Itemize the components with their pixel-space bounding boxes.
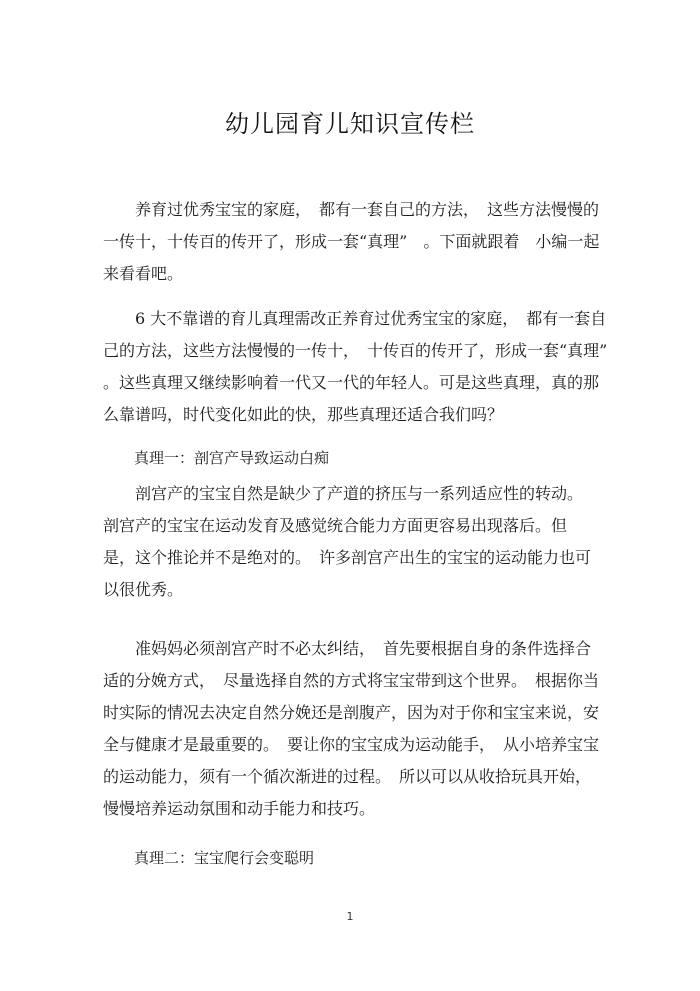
page-title: 幼儿园育儿知识宣传栏 bbox=[225, 110, 475, 138]
text-line: 以很优秀。 bbox=[103, 580, 184, 599]
text-line: 么靠谱吗，时代变化如此的快，那些真理还适合我们吗？ bbox=[103, 405, 504, 424]
text-line: 剖宫产的宝宝自然是缺少了产道的挤压与一系列适应性的转动。 bbox=[135, 484, 584, 503]
text-line: 。这些真理又继续影响着一代又一代的年轻人。可是这些真理，真的那 bbox=[103, 373, 600, 392]
intro-paragraph bbox=[103, 194, 603, 290]
text-line: 养育过优秀宝宝的家庭， 都有一套自己的方法， 这些方法慢慢的 bbox=[135, 200, 600, 219]
paragraph-4 bbox=[103, 633, 603, 825]
text-line: 准妈妈必须剖宫产时不必太纠结， 首先要根据自身的条件选择合 bbox=[135, 639, 592, 658]
text-line: 的运动能力，须有一个循次渐进的过程。 所以可以从收拾玩具开始， bbox=[103, 767, 592, 786]
text-line: 时实际的情况去决定自然分娩还是剖腹产，因为对于你和宝宝来说，安 bbox=[103, 703, 600, 722]
text-line: 一传十，十传百的传开了，形成一套“真理” 。下面就跟着 小编一起 bbox=[103, 232, 600, 251]
text-line: 慢慢培养运动氛围和动手能力和技巧。 bbox=[103, 799, 376, 818]
text-line: 适的分娩方式， 尽量选择自然的方式将宝宝带到这个世界。 根据你当 bbox=[103, 671, 600, 690]
text-line: 来看看吧。 bbox=[103, 264, 184, 283]
text-line: 是，这个推论并不是绝对的。 许多剖宫产出生的宝宝的运动能力也可 bbox=[103, 548, 592, 567]
section-heading-1: 真理一：剖宫产导致运动白痴 bbox=[134, 449, 330, 467]
page-number: 1 bbox=[346, 910, 354, 923]
paragraph-2 bbox=[103, 303, 608, 431]
section-heading-2: 真理二：宝宝爬行会变聪明 bbox=[134, 849, 315, 867]
text-line: 全与健康才是最重要的。 要让你的宝宝成为运动能手， 从小培养宝宝 bbox=[103, 735, 600, 754]
paragraph-3 bbox=[103, 478, 603, 606]
text-line: 己的方法，这些方法慢慢的一传十， 十传百的传开了，形成一套“真理” bbox=[103, 341, 608, 360]
text-line: 6 大不靠谱的育儿真理需改正养育过优秀宝宝的家庭， 都有一套自 bbox=[135, 309, 607, 328]
text-line: 剖宫产的宝宝在运动发育及感觉统合能力方面更容易出现落后。但 bbox=[103, 516, 568, 535]
